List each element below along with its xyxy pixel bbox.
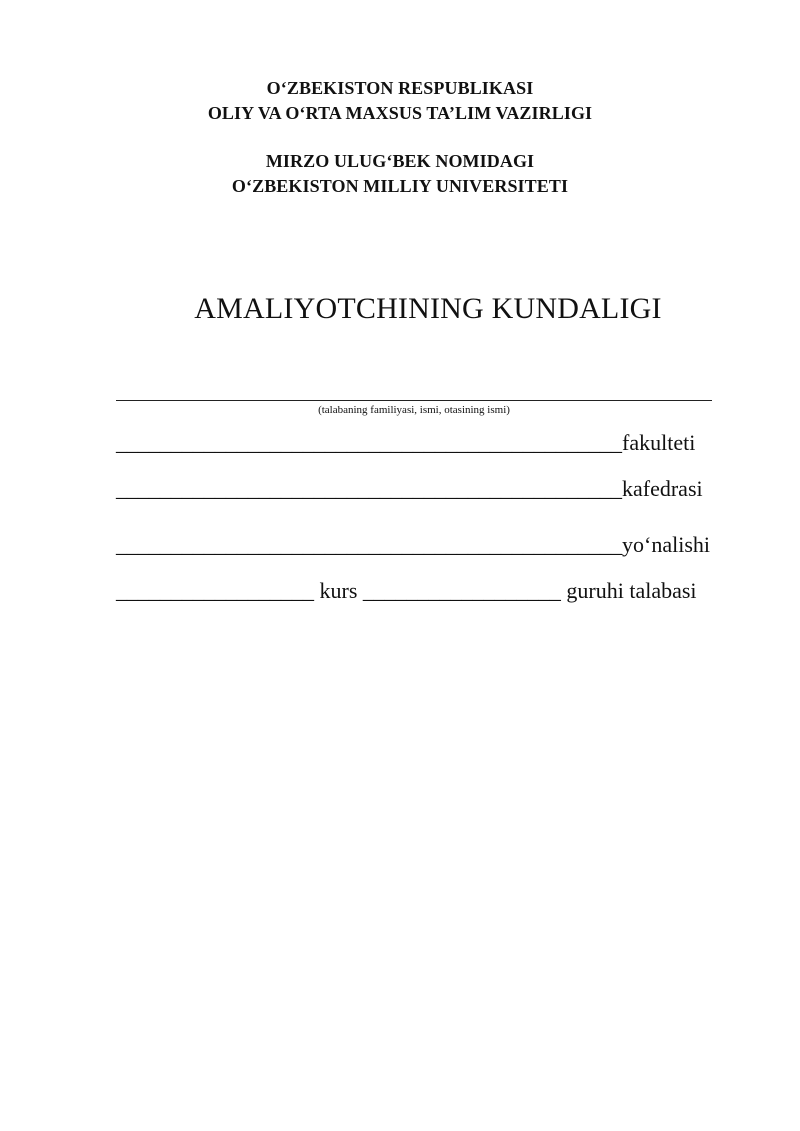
department-field: ______________________________________________kafedrasi xyxy=(116,476,703,501)
university-line-2: O‘ZBEKISTON MILLIY UNIVERSITETI xyxy=(231,176,569,196)
ministry-line-2: OLIY VA O‘RTA MAXSUS TA’LIM VAZIRLIGI xyxy=(207,103,593,123)
student-name-caption: (talabaning familiyasi, ismi, otasining ismi) xyxy=(318,404,510,416)
direction-field: ______________________________________________yo‘nalishi xyxy=(116,532,710,557)
ministry-line-1: O‘ZBEKISTON RESPUBLIKASI xyxy=(266,78,534,98)
document-title: AMALIYOTCHINING KUNDALIGI xyxy=(194,292,662,325)
university-line-1: MIRZO ULUG‘BEK NOMIDAGI xyxy=(265,151,535,171)
faculty-field: ______________________________________________fakulteti xyxy=(116,430,696,455)
course-group-field: __________________ kurs __________________ guruhi talabasi xyxy=(116,578,697,603)
student-name-line xyxy=(116,400,712,401)
